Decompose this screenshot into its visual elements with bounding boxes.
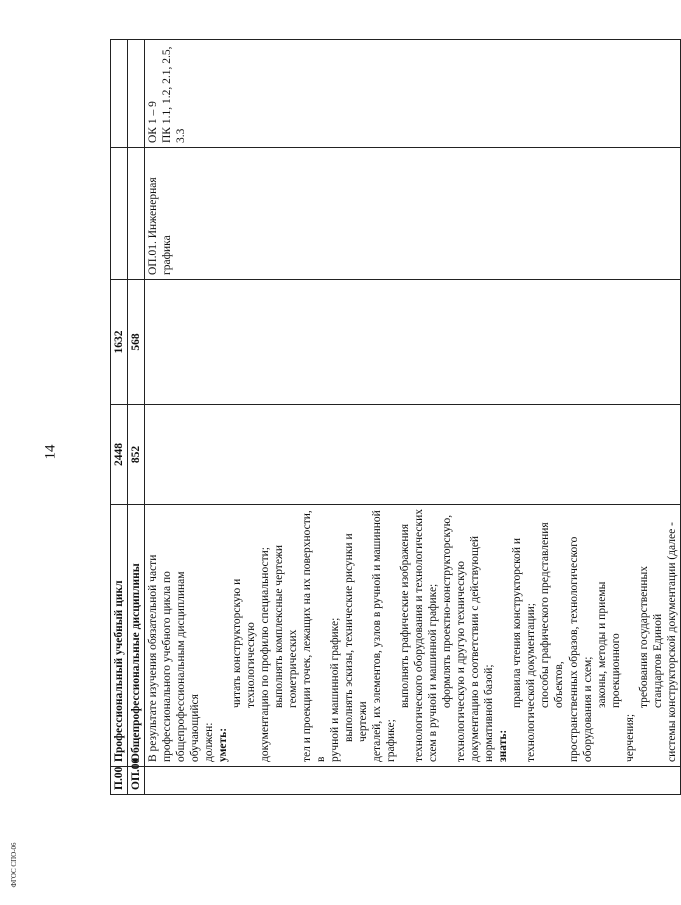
page-number: 14 — [42, 444, 59, 460]
description-line: профессионального учебного цикла по — [161, 571, 174, 762]
max-load: 852 — [128, 405, 145, 505]
max-load: 2448 — [111, 405, 128, 505]
description-line: знать: — [497, 729, 510, 762]
description-line: системы конструкторской документации (далее - — [665, 522, 678, 762]
obligatory-load: 568 — [128, 280, 145, 405]
competencies-cell: ОК 1 – 9 ПК 1.1, 1.2, 2.1, 2.5, 3.3 — [145, 40, 681, 148]
description-line: оформлять проектно-конструкторскую, — [441, 514, 454, 708]
description-line: пространственных образов, технологического — [567, 536, 580, 762]
curriculum-table — [110, 39, 681, 795]
description-line: черчения; — [623, 713, 636, 762]
competencies-cell — [111, 40, 128, 148]
max-load — [145, 405, 681, 505]
row-title: Общепрофессиональные дисциплины — [128, 505, 145, 767]
obligatory-load — [145, 280, 681, 405]
description-line: документацию по профилю специальности; — [259, 547, 272, 762]
description-line: деталей, их элементов, узлов в ручной и машинной — [371, 510, 384, 762]
table-row — [145, 40, 681, 795]
row-code: ОП.00 — [128, 767, 145, 795]
description-line: схем в ручной и машинной графике; — [427, 583, 440, 762]
row-code — [145, 767, 681, 795]
description-line: оборудования и схем; — [581, 656, 594, 762]
description-line: законы, методы и приемы проекционного — [595, 581, 622, 708]
description-line: тел и проекции точек, лежащих на их поверхности, в — [301, 510, 328, 762]
description-line: выполнять комплексные чертежи геометрических — [273, 544, 300, 708]
description-line: технологической документации; — [525, 603, 538, 762]
description-line: требования государственных стандартов Единой — [637, 565, 664, 708]
description-line: нормативной базой; — [483, 664, 496, 762]
competencies-cell — [128, 40, 145, 148]
rotated-page-content — [110, 40, 678, 795]
discipline-cell — [111, 148, 128, 280]
description-line: должен: — [203, 722, 216, 762]
document-footer: ФГОС СПО-06 — [10, 842, 18, 888]
obligatory-load: 1632 — [111, 280, 128, 405]
description-line: читать конструкторскую и технологическую — [231, 578, 258, 708]
description-line: документацию в соответствии с действующей — [469, 535, 482, 762]
description-cell — [145, 505, 681, 767]
description-line: В результате изучения обязательной части — [147, 554, 160, 762]
description-line: графике; — [385, 719, 398, 762]
description-line: технологического оборудования и технологических — [413, 509, 426, 762]
description-line: общепрофессиональным дисциплинам обучающийся — [175, 571, 202, 762]
description-line: уметь: — [217, 727, 230, 762]
row-title: Профессиональный учебный цикл — [111, 505, 128, 767]
discipline-cell — [128, 148, 145, 280]
row-code: П.00 — [111, 767, 128, 795]
table-row — [111, 40, 128, 795]
description-line: ручной и машинной графике; — [329, 617, 342, 762]
description-line: выполнять графические изображения — [399, 524, 412, 708]
description-line: способы графического представления объектов, — [539, 522, 566, 708]
table-row — [128, 40, 145, 795]
description-line: технологическую и другую техническую — [455, 560, 468, 762]
description-line: выполнять эскизы, технические рисунки и чертежи — [343, 533, 370, 742]
discipline-cell: ОП.01. Инженерная графика — [145, 148, 681, 280]
description-line: правила чтения конструкторской и — [511, 537, 524, 708]
